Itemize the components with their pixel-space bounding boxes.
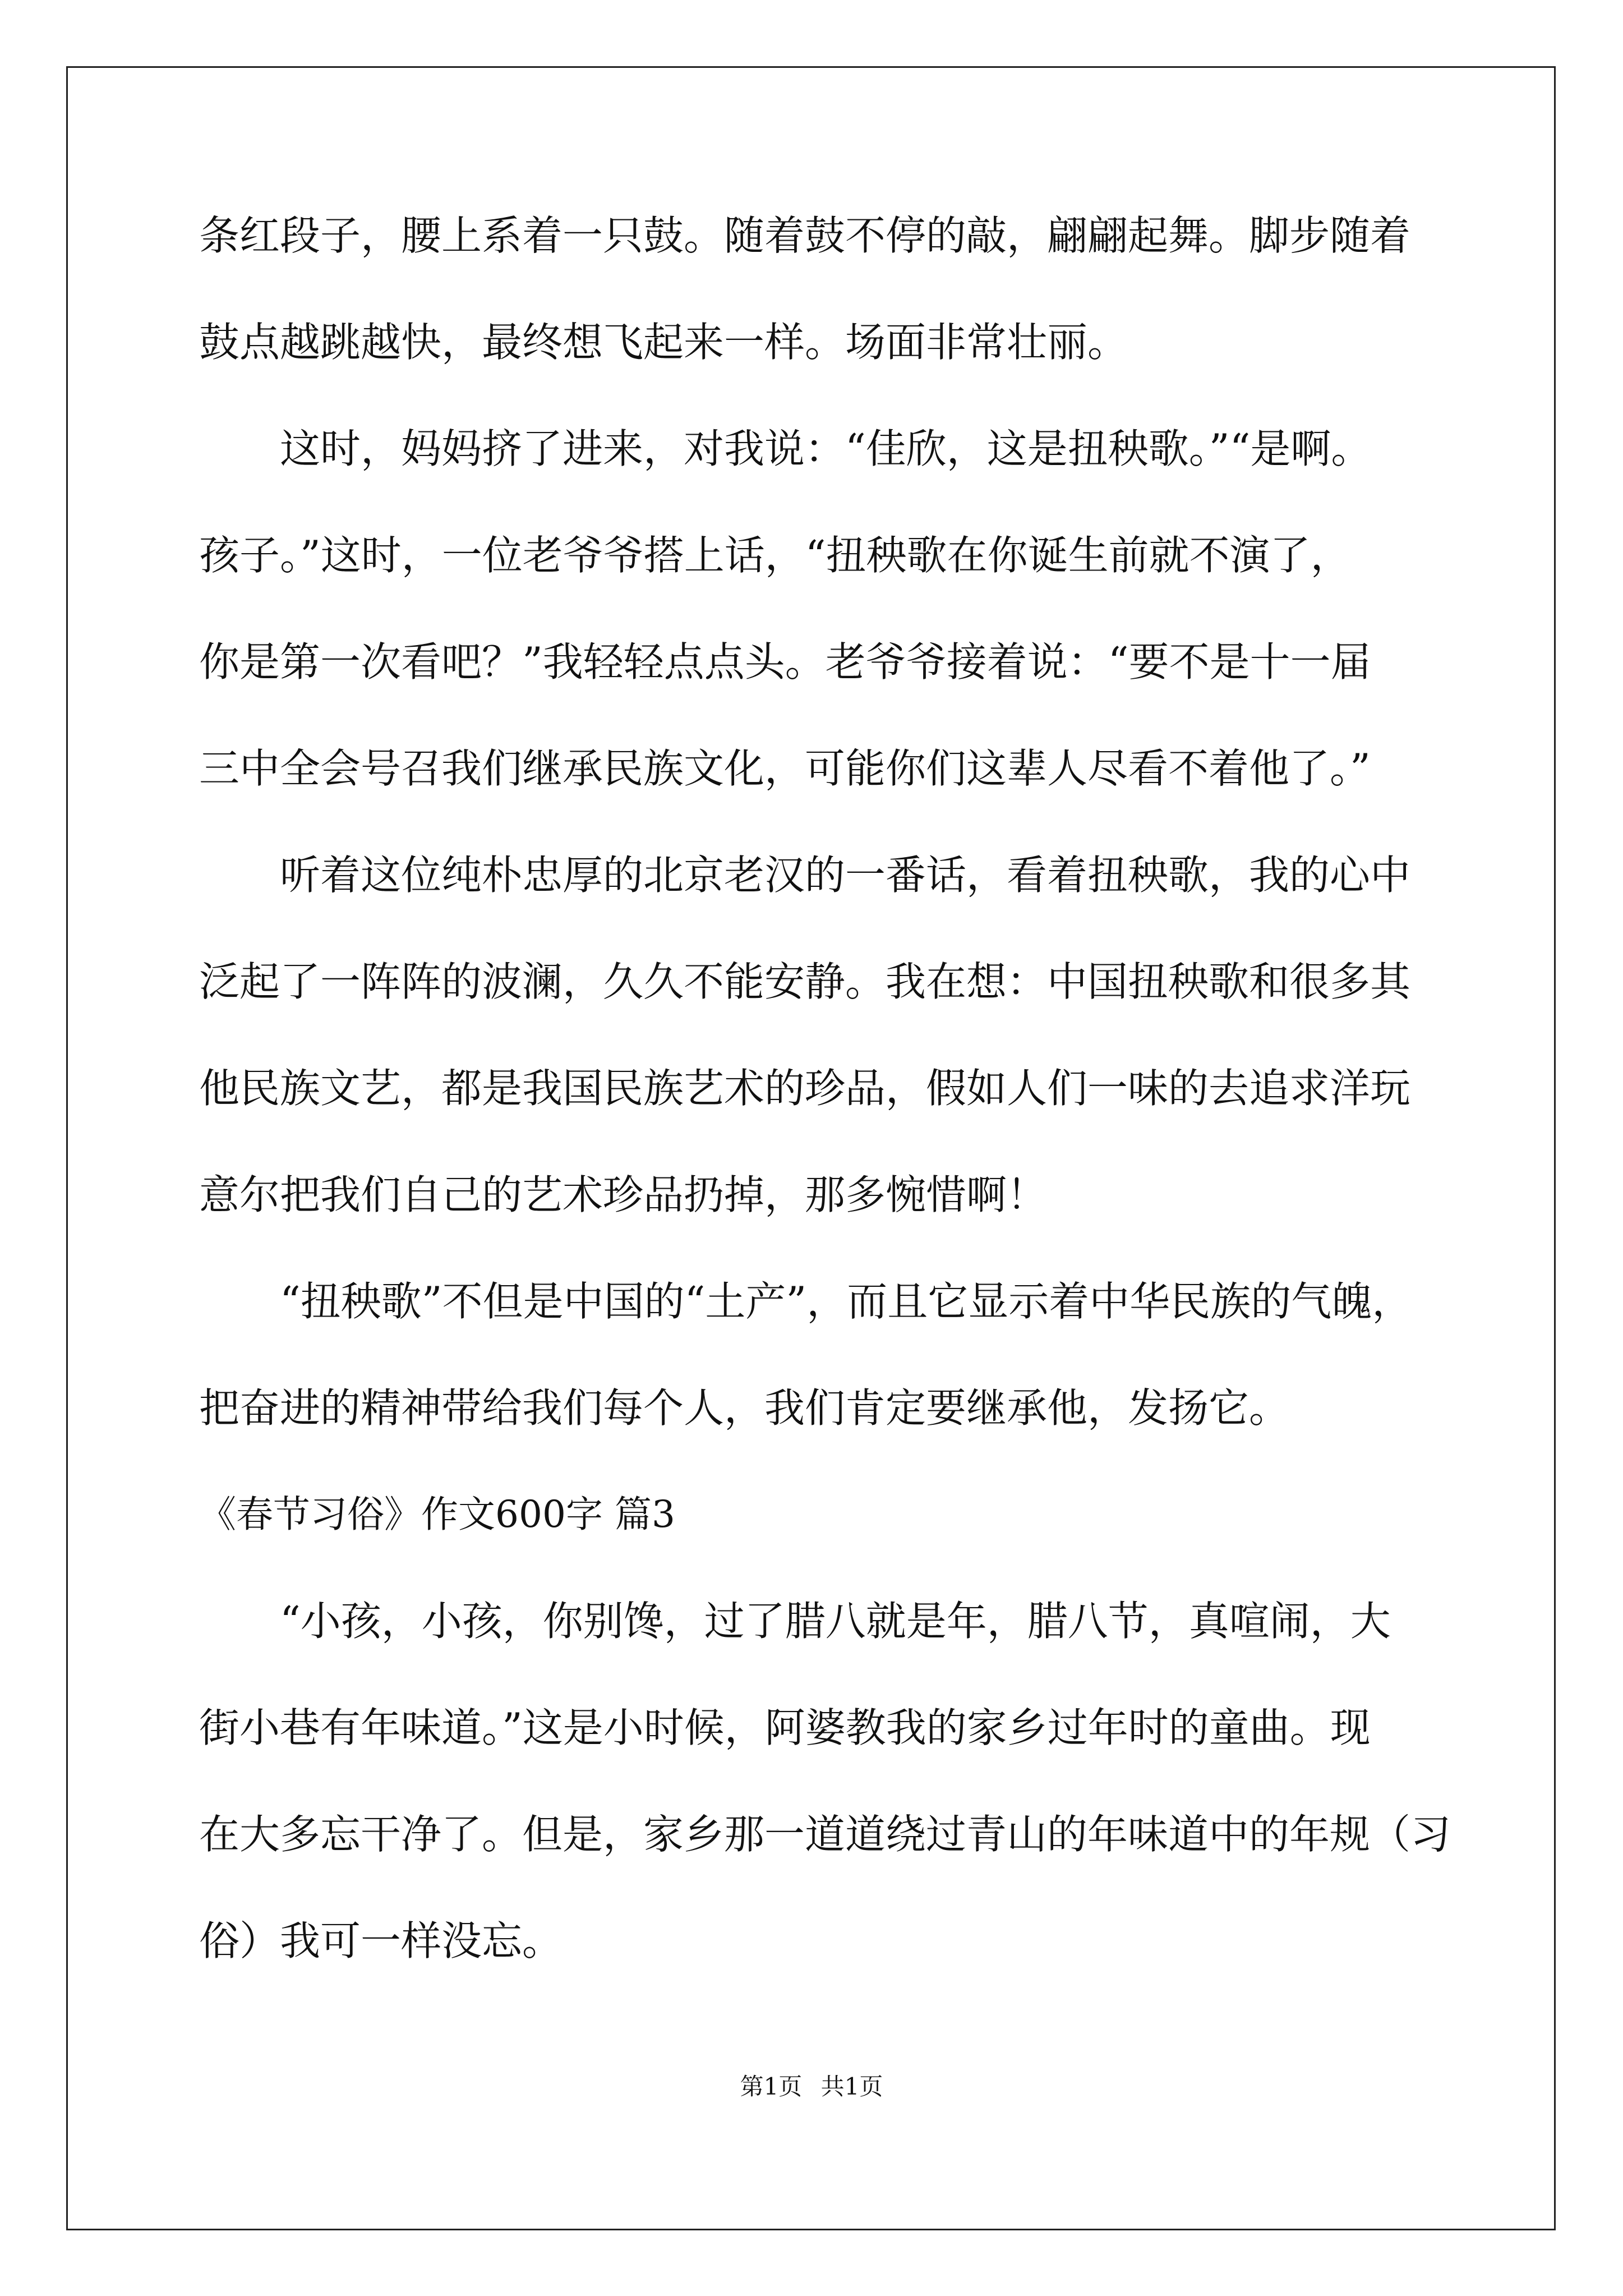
text-line: “扭秧歌”不但是中国的“土产”，而且它显示着中华民族的气魄， (280, 1278, 1413, 1325)
text-line: 你是第一次看吧？”我轻轻点点头。老爷爷接着说：“要不是十一届 (199, 638, 1371, 685)
text-line: “小孩，小孩，你别馋，过了腊八就是年，腊八节，真喧闹，大 (280, 1598, 1391, 1645)
text-line: 俗）我可一样没忘。 (199, 1917, 563, 1964)
text-line: 条红段子，腰上系着一只鼓。随着鼓不停的敲，翩翩起舞。脚步随着 (199, 212, 1411, 259)
text-line: 听着这位纯朴忠厚的北京老汉的一番话，看着扭秧歌，我的心中 (280, 852, 1411, 899)
text-line: 鼓点越跳越快，最终想飞起来一样。场面非常壮丽。 (199, 319, 1128, 366)
page-footer (0, 2070, 1623, 2104)
text-line: 孩子。”这时，一位老爷爷搭上话，“扭秧歌在你诞生前就不演了， (199, 532, 1351, 579)
page-number: 第1页 (740, 2073, 803, 2100)
page-border (66, 66, 1556, 2230)
text-line: 意尔把我们自己的艺术珍品扔掉，那多惋惜啊！ (199, 1171, 1048, 1218)
text-line: 街小巷有年味道。”这是小时候，阿婆教我的家乡过年时的童曲。现 (199, 1704, 1371, 1751)
section-heading: 《春节习俗》作文600字 篇3 (199, 1493, 675, 1536)
text-line: 把奋进的精神带给我们每个人，我们肯定要继承他，发扬它。 (199, 1384, 1290, 1432)
text-line: 他民族文艺，都是我国民族艺术的珍品，假如人们一味的去追求洋玩 (199, 1065, 1411, 1112)
text-line: 这时，妈妈挤了进来，对我说：“佳欣，这是扭秧歌。”“是啊。 (280, 425, 1372, 472)
text-line: 三中全会号召我们继承民族文化，可能你们这辈人尽看不着他了。” (199, 745, 1371, 792)
text-line: 在大多忘干净了。但是，家乡那一道道绕过青山的年味道中的年规（习 (199, 1811, 1451, 1858)
text-line: 泛起了一阵阵的波澜，久久不能安静。我在想：中国扭秧歌和很多其 (199, 958, 1411, 1005)
page-total: 共1页 (820, 2073, 883, 2100)
